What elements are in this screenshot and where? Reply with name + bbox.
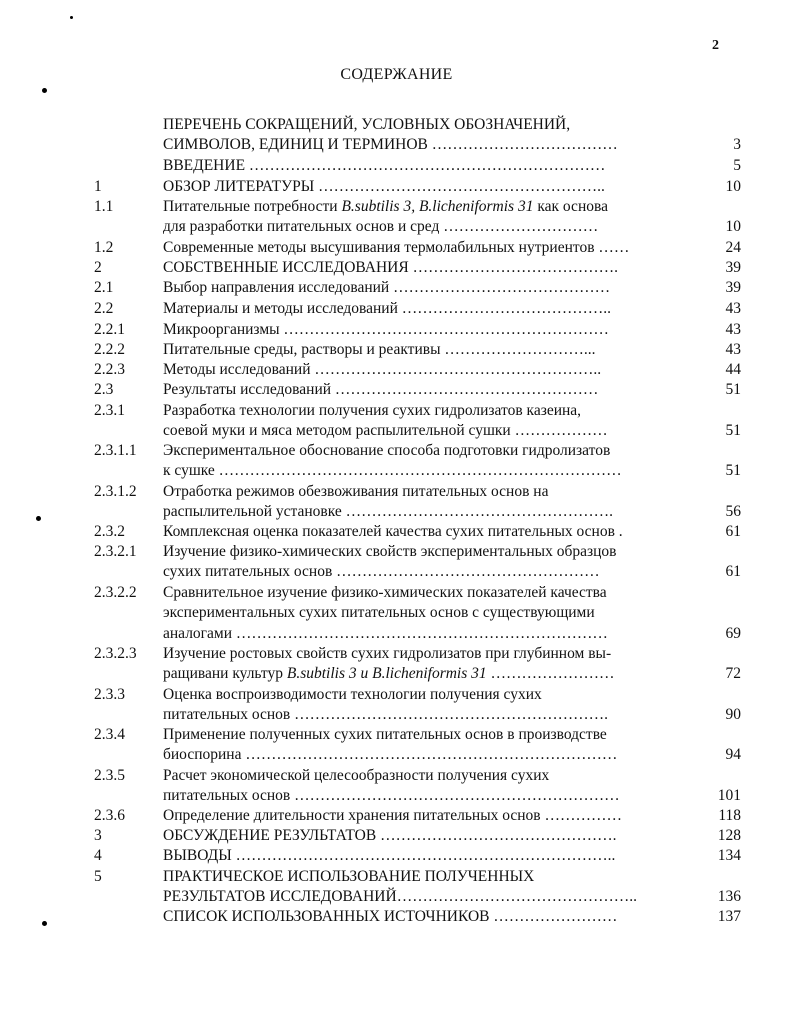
toc-entry-title: РЕЗУЛЬТАТОВ ИССЛЕДОВАНИЙ……………………………………….. [163, 888, 637, 906]
toc-page-number: 5 [733, 157, 741, 174]
toc-page-number: 101 [717, 787, 741, 805]
toc-entry-title: соевой муки и мяса методом распылительной сушки ……………… [163, 422, 608, 440]
toc-entry-title: Разработка технологии получения сухих гидролизатов казеина, [163, 402, 582, 419]
toc-section-number: 4 [94, 847, 102, 864]
toc-section-number: 2.3.4 [94, 726, 125, 743]
toc-entry-title: биоспорина ……………………………………………………………… [163, 746, 618, 764]
toc-section-number: 2.3.5 [94, 767, 125, 784]
toc-section-number: 2.2.1 [94, 321, 125, 338]
toc-entry-title: ОБСУЖДЕНИЕ РЕЗУЛЬТАТОВ ………………………………………. [163, 827, 617, 844]
toc-entry-text: как основа [533, 198, 608, 215]
toc-entry-title: Современные методы высушивания термолабильных нутриентов …… [163, 239, 630, 256]
toc-entry-title: питательных основ ……………………………………………………. [163, 706, 608, 724]
toc-page-number: 51 [725, 422, 741, 440]
page-number: 2 [712, 38, 719, 53]
toc-entry-title: Микроорганизмы ……………………………………………………… [163, 321, 609, 338]
toc-entry-title: Изучение физико-химических свойств экспериментальных образцов [163, 543, 617, 560]
toc-section-number: 1.1 [94, 198, 114, 215]
toc-page-number: 61 [725, 523, 741, 540]
toc-section-number: 2.3.6 [94, 807, 125, 824]
toc-entry-title: ВВЕДЕНИЕ …………………………………………………………… [163, 157, 606, 174]
toc-entry-title: Определение длительности хранения питательных основ …………… [163, 807, 622, 824]
toc-entry-title: сухих питательных основ …………………………………………… [163, 563, 600, 581]
toc-entry-title: СПИСОК ИСПОЛЬЗОВАННЫХ ИСТОЧНИКОВ …………………… [163, 908, 618, 925]
toc-page-number: 39 [725, 259, 741, 276]
toc-entry-title: ПРАКТИЧЕСКОЕ ИСПОЛЬЗОВАНИЕ ПОЛУЧЕННЫХ [163, 868, 535, 885]
toc-page-number: 69 [725, 624, 741, 642]
toc-page-number: 137 [717, 908, 741, 925]
toc-page-number: 90 [725, 706, 741, 724]
toc-entry-title: ОБЗОР ЛИТЕРАТУРЫ ……………………………………………….. [163, 178, 605, 195]
toc-entry-text: ращивани культур [163, 665, 287, 683]
toc-entry-text: …………………… [486, 665, 615, 683]
toc-section-number: 2.2.3 [94, 361, 125, 378]
toc-page-number: 10 [725, 178, 741, 195]
page-title: СОДЕРЖАНИЕ [340, 66, 453, 83]
toc-entry-title: Результаты исследований …………………………………………… [163, 381, 599, 398]
toc-section-number: 2.3.2.1 [94, 543, 137, 560]
toc-page-number: 94 [725, 746, 741, 764]
toc-entry-text: для разработки питательных основ и сред ………………………… [163, 218, 599, 236]
toc-page-number: 134 [717, 847, 741, 864]
toc-entry-title: Питательные среды, растворы и реактивы ………………………... [163, 341, 596, 358]
toc-section-number: 2.3 [94, 381, 114, 398]
toc-entry-title: Сравнительное изучение физико-химических показателей качества [163, 584, 607, 601]
toc-entry-title: к сушке …………………………………………………………………… [163, 462, 622, 480]
toc-entry-title [163, 644, 611, 664]
toc-section-number: 2.2 [94, 300, 114, 317]
toc-entry-title [163, 664, 615, 684]
toc-section-number: 2.3.1.1 [94, 442, 137, 459]
toc-entry-title: Методы исследований ……………………………………………….. [163, 361, 602, 378]
toc-entry-text: Изучение ростовых свойств сухих гидролизатов при глубинном вы- [163, 645, 612, 662]
organism-name: B.subtilis 3, B.licheniformis 31 [341, 198, 534, 215]
toc-entry-title: ВЫВОДЫ ……………………………………………………………….. [163, 847, 616, 864]
toc-section-number: 1.2 [94, 239, 114, 256]
toc-entry-text: Питательные потребности [163, 198, 342, 215]
toc-entry-title: Отработка режимов обезвоживания питательных основ на [163, 483, 549, 500]
toc-section-number: 2 [94, 259, 102, 276]
toc-section-number: 2.3.2.3 [94, 645, 137, 662]
toc-page-number: 56 [725, 503, 741, 521]
toc-page-number: 128 [717, 827, 741, 844]
toc-section-number: 5 [94, 868, 102, 885]
toc-section-number: 2.1 [94, 279, 114, 296]
toc-entry-title [163, 217, 598, 237]
toc-section-number: 2.3.2 [94, 523, 125, 540]
toc-entry-title: Материалы и методы исследований ………………………………….. [163, 300, 612, 317]
toc-page-number: 10 [725, 218, 741, 236]
toc-page-number: 72 [725, 665, 741, 683]
toc-section-number: 2.3.2.2 [94, 584, 137, 601]
toc-page-number: 43 [725, 321, 741, 338]
toc-page-number: 43 [725, 300, 741, 317]
toc-section-number: 2.3.1 [94, 402, 125, 419]
toc-page-number: 44 [725, 361, 741, 378]
toc-page-number: 118 [718, 807, 741, 824]
toc-entry-title: экспериментальных сухих питательных основ с существующими [163, 604, 595, 622]
toc-section-number: 1 [94, 178, 102, 195]
toc-entry-title: ПЕРЕЧЕНЬ СОКРАЩЕНИЙ, УСЛОВНЫХ ОБОЗНАЧЕНИЙ, [163, 116, 571, 133]
toc-page-number: 51 [725, 381, 741, 398]
organism-name: B.subtilis 3 и B.licheniformis 31 [286, 665, 487, 683]
toc-page-number: 3 [733, 136, 741, 154]
toc-entry-title: Применение полученных сухих питательных основ в производстве [163, 726, 607, 743]
toc-entry-title: СОБСТВЕННЫЕ ИССЛЕДОВАНИЯ …………………………………. [163, 259, 618, 276]
toc-entry-title [163, 197, 608, 217]
toc-entry-title: СИМВОЛОВ, ЕДИНИЦ И ТЕРМИНОВ ……………………………… [163, 136, 618, 154]
toc-section-number: 2.3.3 [94, 686, 125, 703]
toc-entry-title: Выбор направления исследований …………………………………… [163, 279, 611, 296]
toc-page-number: 61 [725, 563, 741, 581]
toc-section-number: 3 [94, 827, 102, 844]
toc-page-number: 43 [725, 341, 741, 358]
toc-page-number: 24 [725, 239, 741, 256]
toc-entry-title: аналогами ……………………………………………………………… [163, 624, 608, 642]
toc-page-number: 51 [725, 462, 741, 480]
toc-page-number: 39 [725, 279, 741, 296]
toc-section-number: 2.3.1.2 [94, 483, 137, 500]
toc-entry-title: распылительной установке ……………………………………………. [163, 503, 614, 521]
toc-entry-title: Расчет экономической целесообразности получения сухих [163, 767, 550, 784]
toc-entry-title: Оценка воспроизводимости технологии получения сухих [163, 686, 542, 703]
toc-entry-title: Экспериментальное обоснование способа подготовки гидролизатов [163, 442, 611, 459]
toc-entry-title: Комплексная оценка показателей качества сухих питательных основ . [163, 523, 623, 540]
toc-page-number: 136 [717, 888, 741, 906]
toc-entry-title: питательных основ ……………………………………………………… [163, 787, 620, 805]
toc-section-number: 2.2.2 [94, 341, 125, 358]
